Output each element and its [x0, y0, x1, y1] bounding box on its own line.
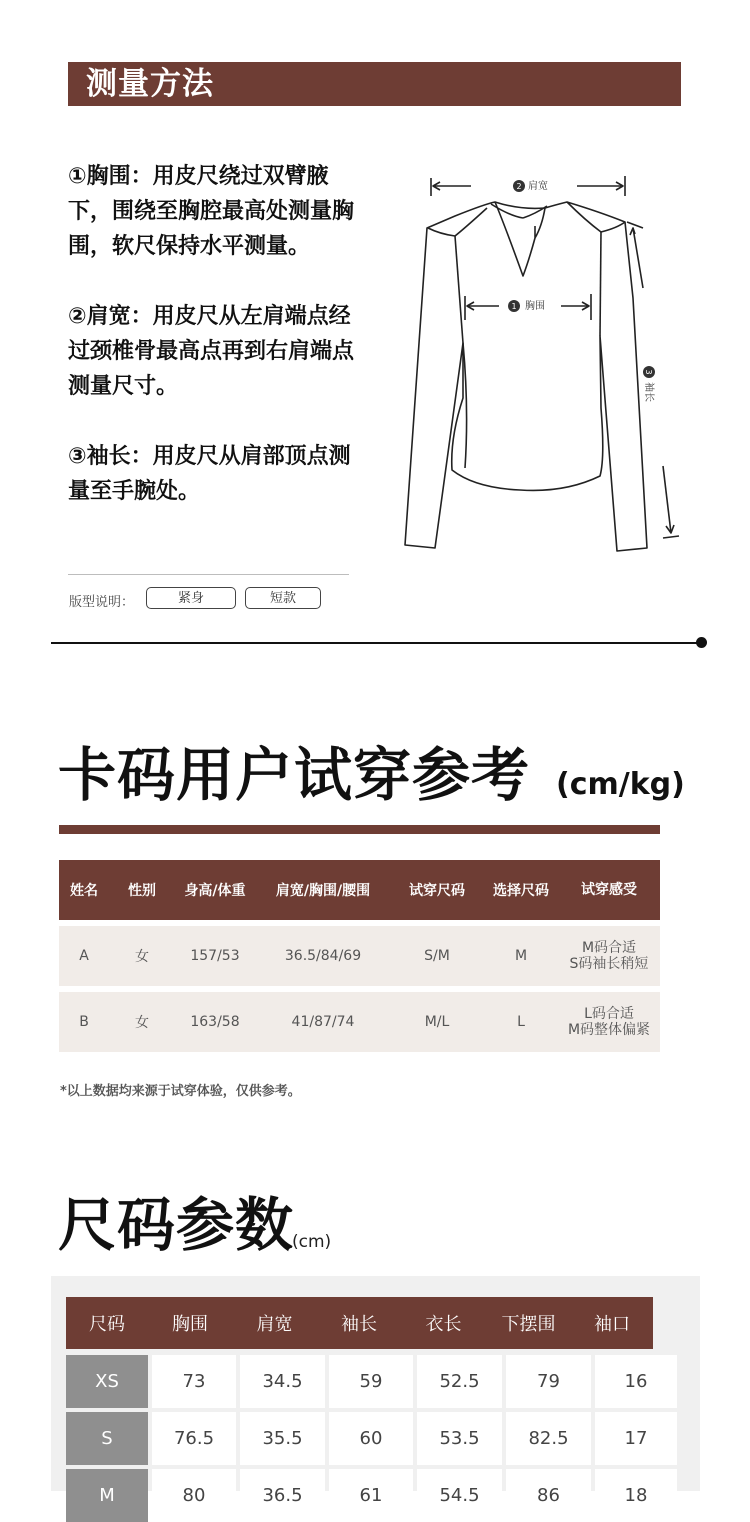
size-cell: 54.5 [417, 1469, 502, 1522]
table-row [66, 1469, 681, 1522]
chest-num: 1 [511, 302, 517, 311]
table-row [66, 1355, 681, 1408]
section-divider [51, 642, 701, 644]
trial-header-cell: 试穿尺码 [409, 883, 465, 899]
trial-cell: 36.5/84/69 [284, 948, 362, 964]
chest-label: 胸围 [525, 301, 545, 312]
trial-cell: A [79, 948, 89, 964]
size-label-cell: S [66, 1412, 148, 1465]
trial-feel-cell [559, 940, 659, 972]
size-cell: 52.5 [417, 1355, 502, 1408]
trial-title: 卡码用户试穿参考 [58, 741, 531, 809]
size-cell: 61 [329, 1469, 413, 1522]
measure-title: 测量方法 [86, 66, 214, 102]
size-header-cell: 尺码 [89, 1314, 125, 1335]
table-row [59, 992, 660, 1052]
sleeve-label: 袖长 [643, 382, 654, 402]
trial-feel-cell [559, 1006, 659, 1038]
table-row [66, 1412, 681, 1465]
size-header-cell: 袖口 [594, 1314, 630, 1335]
size-label-cell: M [66, 1469, 148, 1522]
size-unit: (cm) [292, 1232, 332, 1252]
trial-cell: 41/87/74 [291, 1014, 355, 1030]
size-cell: 82.5 [506, 1412, 591, 1465]
sleeve-num: 3 [644, 369, 653, 375]
size-cell: 86 [506, 1469, 591, 1522]
trial-feel-line: M码合适 [581, 940, 637, 956]
size-header-cell: 袖长 [341, 1314, 377, 1335]
fit-divider [68, 574, 349, 575]
trial-cell: M [514, 948, 528, 964]
size-cell: 53.5 [417, 1412, 502, 1465]
fit-label: 版型说明： [69, 595, 135, 610]
trial-header-cell: 性别 [128, 883, 156, 899]
trial-feel-line: M码整体偏紧 [567, 1022, 651, 1038]
size-table-header [66, 1297, 653, 1349]
trial-cell: L [517, 1014, 525, 1030]
trial-feel-line: S码袖长稍短 [569, 956, 649, 972]
trial-cell: 女 [135, 949, 149, 965]
size-header-cell: 胸围 [172, 1314, 208, 1335]
trial-cell: 女 [135, 1015, 149, 1031]
trial-note: *以上数据均来源于试穿体验，仅供参考。 [60, 1084, 301, 1099]
measure-chest-text: ①胸围：用皮尺绕过双臂腋下，围绕至胸腔最高处测量胸围，软尺保持水平测量。 [68, 164, 355, 259]
trial-cell: S/M [424, 948, 450, 964]
table-row [59, 926, 660, 986]
trial-cell: B [79, 1014, 89, 1030]
shoulder-label: 肩宽 [528, 181, 548, 192]
trial-header-cell: 选择尺码 [493, 883, 549, 899]
size-cell: 80 [152, 1469, 236, 1522]
size-header-cell: 衣长 [425, 1314, 462, 1335]
size-title: 尺码参数 [58, 1191, 295, 1259]
trial-cell: 163/58 [190, 1014, 240, 1030]
trial-cell: M/L [424, 1014, 450, 1030]
size-cell: 79 [506, 1355, 591, 1408]
shirt-diagram-icon [395, 168, 690, 558]
size-cell: 60 [329, 1412, 413, 1465]
measure-sleeve-text: ③袖长：用皮尺从肩部顶点测量至手腕处。 [68, 444, 351, 504]
fit-tag-short: 短款 [245, 587, 321, 609]
trial-cell: 157/53 [190, 948, 240, 964]
size-cell: 18 [595, 1469, 677, 1522]
size-cell: 35.5 [240, 1412, 325, 1465]
trial-table-header [59, 860, 660, 920]
size-cell: 16 [595, 1355, 677, 1408]
trial-unit: (cm/kg) [556, 767, 685, 802]
size-header-cell: 下摆围 [501, 1314, 556, 1335]
size-cell: 36.5 [240, 1469, 325, 1522]
trial-header-cell: 姓名 [70, 883, 98, 899]
size-cell: 73 [152, 1355, 236, 1408]
trial-title-bar [59, 825, 660, 834]
size-cell: 76.5 [152, 1412, 236, 1465]
size-cell: 34.5 [240, 1355, 325, 1408]
trial-header-cell: 试穿感受 [581, 882, 637, 898]
trial-header-cell: 肩宽/胸围/腰围 [275, 883, 371, 899]
size-header-cell: 肩宽 [256, 1314, 293, 1335]
trial-feel-line: L码合适 [584, 1006, 634, 1022]
shoulder-num: 2 [516, 182, 522, 191]
trial-header-cell: 身高/体重 [184, 883, 246, 899]
size-label-cell: XS [66, 1355, 148, 1408]
measure-shoulder-text: ②肩宽：用皮尺从左肩端点经过颈椎骨最高点再到右肩端点测量尺寸。 [68, 304, 355, 399]
fit-tag-tight: 紧身 [146, 587, 236, 609]
size-cell: 17 [595, 1412, 677, 1465]
size-cell: 59 [329, 1355, 413, 1408]
divider-dot [696, 637, 707, 648]
